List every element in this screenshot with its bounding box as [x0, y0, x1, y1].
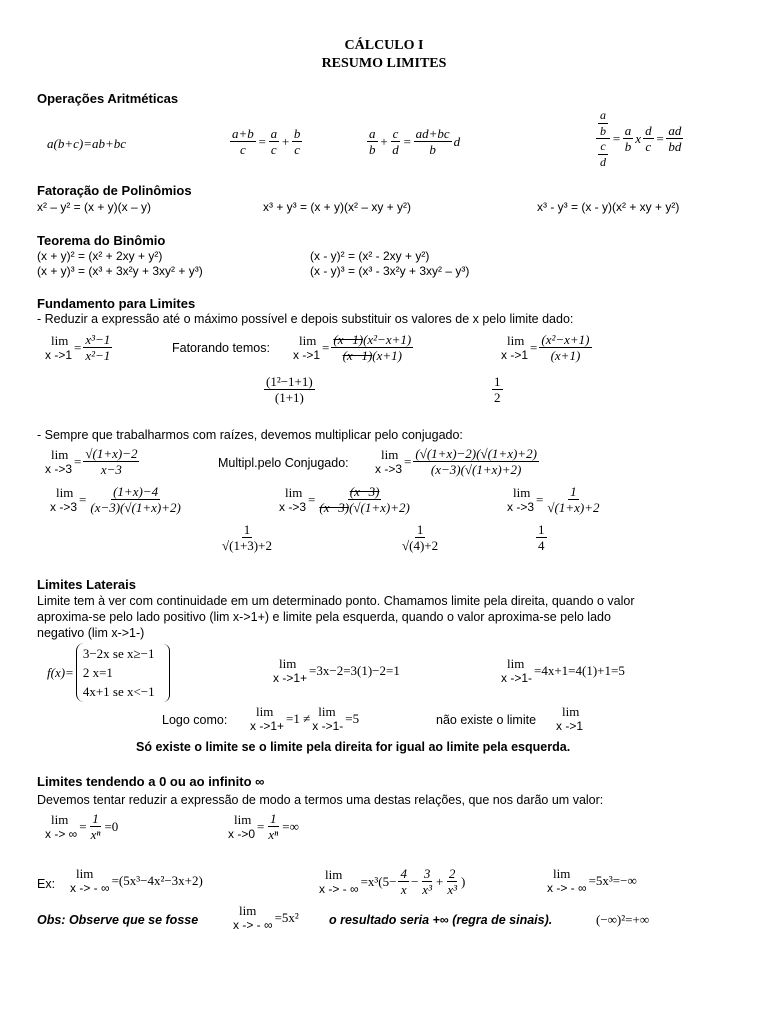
label-logo-como: Logo como: — [162, 713, 228, 727]
heading-operacoes: Operações Aritméticas — [37, 91, 179, 106]
limit-example-2: lim x ->1 = $\frac{\text{(x−1)(x²−x+1)}}{(x-1)(x+1)}$ — [293, 332, 412, 363]
label-conjugado: Multipl.pelo Conjugado: — [218, 456, 349, 470]
title-line-2: RESUMO LIMITES — [321, 56, 447, 71]
limit-x1: lim x ->1 — [556, 704, 584, 733]
root-example-2: lim x ->3 = $\frac{(√(1+x)-2)(√(1+x)+2)}{(x-3)(√(1+x)+2)}$ — [375, 446, 537, 477]
root-result-quarter: $\frac{1}{4}$ — [538, 522, 545, 553]
text-reduzir: - Reduzir a expressão até o máximo possível e depois substituir os valores de x pelo limite dado: — [37, 312, 574, 326]
formula-diff-squares: x² – y² = (x + y)(x – y) — [37, 200, 152, 214]
example-factored: lim x -> - ∞ =x³(5− $\frac{4}{x}$ − $\frac{3}{\text{x³}}$ + $\frac{2}{\text{x³}}$ ) — [319, 866, 466, 897]
label-nao-existe: não existe o limite — [436, 713, 537, 727]
heading-laterais: Limites Laterais — [37, 577, 136, 592]
text-laterais-3: negativo (lim x->1-) — [37, 626, 145, 640]
heading-fatoracao: Fatoração de Polinômios — [37, 183, 192, 198]
label-ex: Ex: — [37, 877, 56, 891]
formula-sign-rule: (−∞)²=+∞ — [596, 912, 650, 927]
title-line-1: CÁLCULO I — [344, 38, 424, 53]
root-example-3: lim x ->3 = $\frac{(1+x)-4}{(x-3)(√(1+x)+2)}$ — [50, 484, 181, 515]
root-example-1: lim x ->3 = $\frac{√(1+x)-2}{x-3}$ — [45, 446, 138, 477]
formula-sum-cubes: x³ + y³ = (x + y)(x² – xy + y²) — [263, 200, 412, 214]
text-raizes: - Sempre que trabalharmos com raízes, devemos multiplicar pelo conjugado: — [37, 428, 463, 442]
formula-binom-sq-plus: (x + y)² = (x² + 2xy + y²) — [37, 249, 163, 263]
example-result: lim x -> - ∞ =5x³=−∞ — [547, 866, 637, 895]
limit-example-1: lim x ->1 = $\frac{\text{x³−1}}{\text{x²−1}}$ — [45, 332, 111, 363]
heading-fundamento: Fundamento para Limites — [37, 296, 196, 311]
relation-to-infinity: lim x ->0 = $\frac{1}{\text{xⁿ}}$ =∞ — [228, 811, 299, 842]
text-obs-tail: o resultado seria +∞ (regra de sinais). — [329, 913, 553, 927]
example-polynomial: lim x -> - ∞ =(5x³−4x²−3x+2) — [70, 866, 203, 895]
piecewise-function: f(x)= 3−2x se x≥−1 2 x=1 4x+1 se x<−1 — [47, 643, 170, 702]
root-eval-1: $\frac{1}{√(1+3)+2}$ — [222, 522, 272, 553]
limit-example-3: lim x ->1 = $\frac{\text{(x²−x+1)}}{(x+1)}$ — [501, 332, 590, 363]
text-laterais-1: Limite tem à ver com continuidade em um determinado ponto. Chamamos limite pela direita, quando o valor — [37, 594, 635, 608]
formula-fraction-add: $\frac{a}{b}$ + $\frac{c}{d}$ = $\frac{ad+bc}{b}$ d — [369, 126, 461, 157]
text-laterais-2: aproxima-se pelo lado positivo (lim x->1+) e limite pela esquerda, quando o valor aproxima-se pelo lado — [37, 610, 611, 624]
limit-eval-1: $\frac{\text{(1²−1+1)}}{(1+1)}$ — [266, 374, 313, 405]
obs-limit: lim x -> - ∞ =5x² — [233, 903, 299, 932]
formula-diff-cubes: x³ - y³ = (x - y)(x² + xy + y²) — [537, 200, 680, 214]
root-eval-2: $\frac{1}{√(4)+2}$ — [402, 522, 439, 553]
limit-right: lim x ->1+ =3x−2=3(1)−2=1 — [273, 656, 400, 685]
formula-fraction-sum: $\frac{a+b}{c}$ = $\frac{a}{c}$ + $\frac{b}{c}$ — [232, 126, 301, 157]
root-example-4: lim x ->3 = $\frac{(x-3)}{(x-3)(√(1+x)+2)}$ — [279, 484, 410, 515]
text-bold-rule: Só existe o limite se o limite pela direita for igual ao limite pela esquerda. — [136, 740, 571, 754]
formula-distributive: a(b+c)=ab+bc — [47, 136, 127, 151]
heading-binomio: Teorema do Binômio — [37, 233, 166, 248]
formula-binom-cube-minus: (x - y)³ = (x³ - 3x²y + 3xy² – y³) — [310, 264, 470, 278]
formula-fraction-divide: $\frac{\frac{a}{b}}{\frac{c}{d}}$ = $\frac{a}{b}$ x $\frac{d}{c}$ = $\frac{ad}{bd}$ — [596, 108, 683, 169]
text-reduzir-relacoes: Devemos tentar reduzir a expressão de modo a termos uma destas relações, que nos darão um valor: — [37, 793, 604, 807]
limit-left: lim x ->1- =4x+1=4(1)+1=5 — [501, 656, 625, 685]
limit-result-half: $\frac{1}{2}$ — [494, 374, 501, 405]
limit-compare: lim x ->1+ =1 ≠ lim x ->1- =5 — [250, 704, 360, 733]
text-obs: Obs: Observe que se fosse — [37, 913, 199, 927]
heading-infinito: Limites tendendo a 0 ou ao infinito ∞ — [37, 774, 265, 789]
relation-to-zero: lim x -> ∞ = $\frac{1}{\text{xⁿ}}$ =0 — [45, 811, 119, 842]
formula-binom-cube-plus: (x + y)³ = (x³ + 3x²y + 3xy² + y³) — [37, 264, 203, 278]
root-example-5: lim x ->3 = $\frac{1}{√(1+x)+2}$ — [507, 484, 600, 515]
label-fatorando: Fatorando temos: — [172, 341, 270, 355]
formula-binom-sq-minus: (x - y)² = (x² - 2xy + y²) — [310, 249, 430, 263]
